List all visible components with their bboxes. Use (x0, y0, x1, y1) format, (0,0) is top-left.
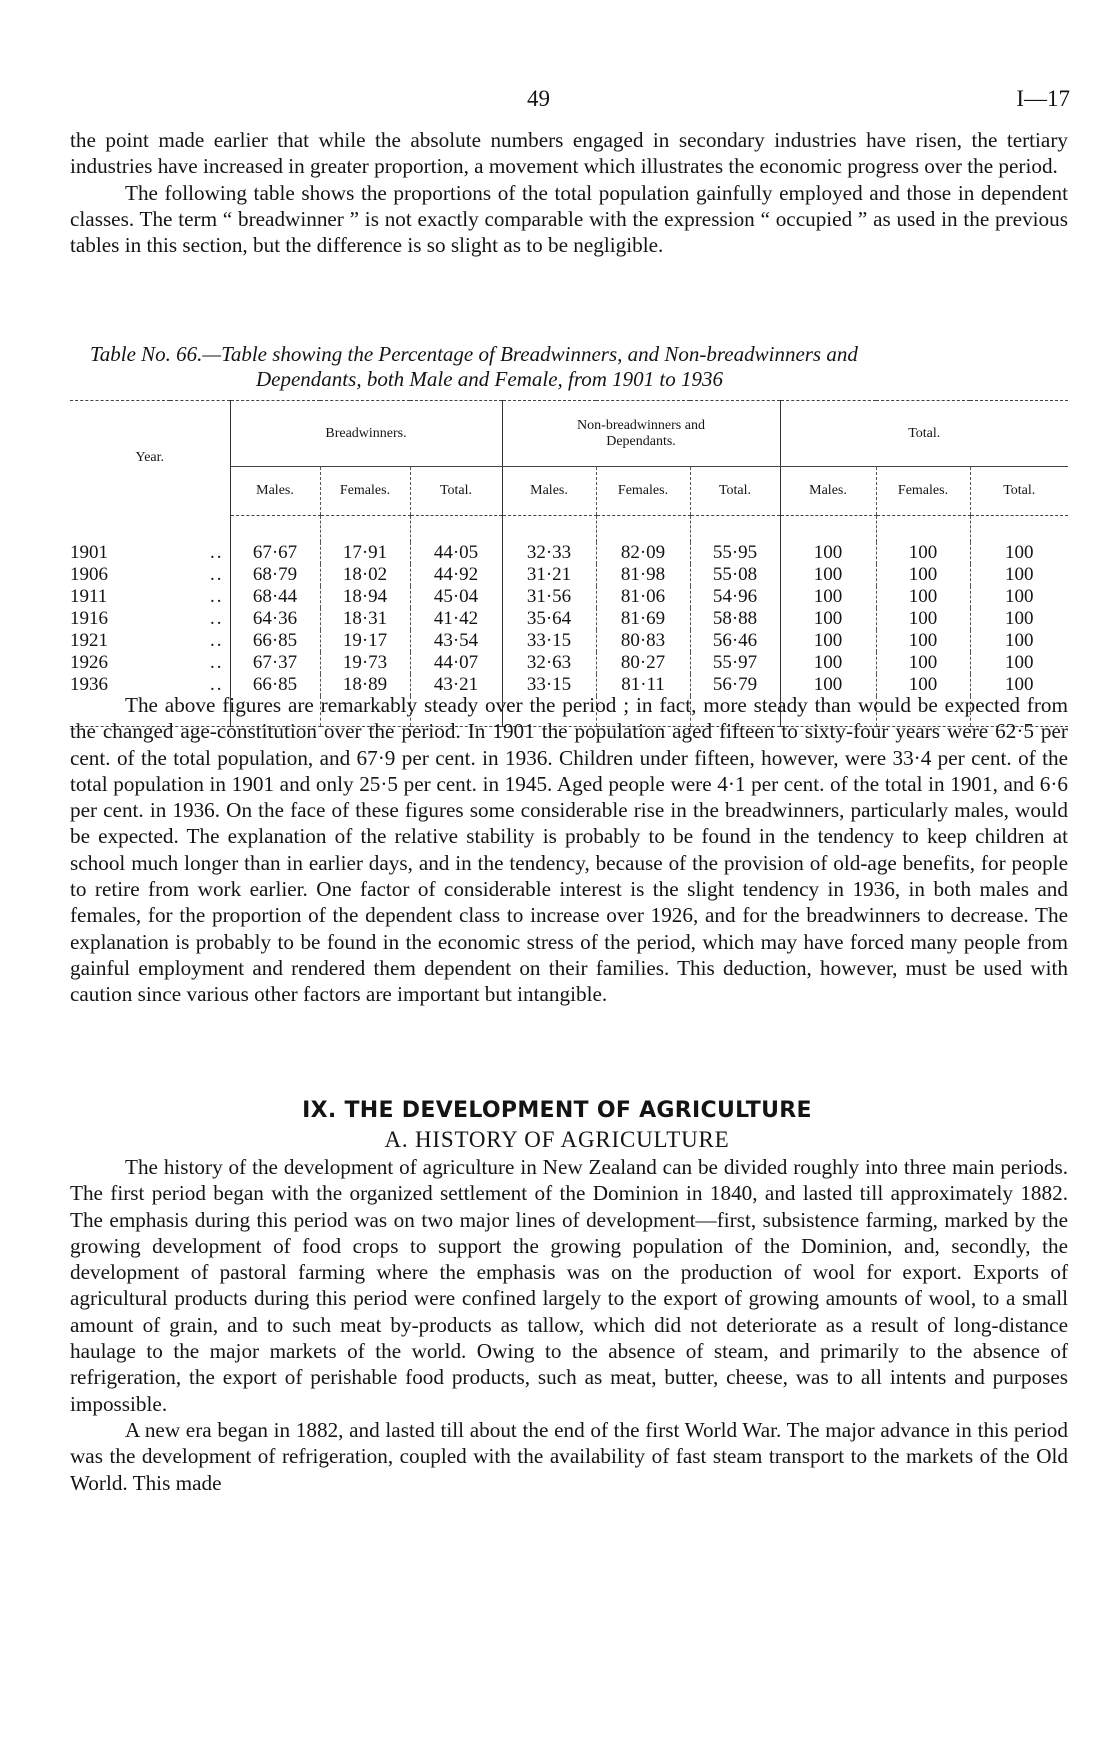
value-cell: 100 (876, 652, 970, 674)
value-cell: 43·21 (410, 674, 502, 696)
value-cell: 100 (970, 542, 1068, 564)
value-cell: 58·88 (690, 608, 780, 630)
leader-dots: .. (210, 586, 224, 607)
value-cell: 31·21 (502, 564, 596, 586)
value-cell: 31·56 (502, 586, 596, 608)
value-cell: 32·33 (502, 542, 596, 564)
value-cell: 54·96 (690, 586, 780, 608)
document-reference: I—17 (1016, 86, 1070, 111)
subheader: Females. (596, 467, 690, 516)
subheader: Males. (780, 467, 876, 516)
table-row (70, 608, 1068, 630)
value-cell: 100 (780, 608, 876, 630)
value-cell: 18·02 (320, 564, 410, 586)
value-cell: 45·04 (410, 586, 502, 608)
value-cell: 100 (876, 542, 970, 564)
leader-dots: .. (210, 674, 224, 695)
value-cell: 80·83 (596, 630, 690, 652)
value-cell: 56·46 (690, 630, 780, 652)
value-cell: 68·44 (230, 586, 320, 608)
analysis-paragraph: The above figures are remarkably steady over the period ; in fact, more steady than would be expected from the changed age-constitution over the period. In 1901 the population aged fifteen to sixty-four years were 62·5 per cent. of the total population, and 67·9 per cent. in 1936. Children under fifteen, however, were 33·4 per cent. of the total population in 1901 and only 25·5 per cent. in 1945. Aged people were 4·1 per cent. of the total in 1901, and 6·6 per cent. in 1936. On the face of these figures some considerable rise in the breadwinners, particularly males, would be expected. The explanation of the relative stability is probably to be found in the tendency to keep children at school much longer than in earlier days, and in the tendency, because of the provision of old-age benefits, for people to retire from work earlier. One factor of considerable interest is the slight tendency in 1936, in both males and females, for the proportion of the dependent class to increase over 1926, and for the breadwinners to decrease. The explanation is probably to be found in the economic stress of the period, which may have forced many people from gainful employment and rendered them dependent on their families. This deduction, however, must be used with caution since various other factors are important but intangible. (70, 693, 1068, 1007)
value-cell: 19·17 (320, 630, 410, 652)
leader-dots: .. (210, 542, 224, 563)
value-cell: 81·69 (596, 608, 690, 630)
year-cell: 1926 (70, 652, 108, 673)
value-cell: 81·98 (596, 564, 690, 586)
value-cell: 100 (876, 608, 970, 630)
value-cell: 100 (970, 564, 1068, 586)
value-cell: 17·91 (320, 542, 410, 564)
value-cell: 55·95 (690, 542, 780, 564)
value-cell: 32·63 (502, 652, 596, 674)
subheader: Total. (690, 467, 780, 516)
value-cell: 100 (876, 586, 970, 608)
value-cell: 55·97 (690, 652, 780, 674)
value-cell: 67·67 (230, 542, 320, 564)
value-cell: 100 (780, 652, 876, 674)
agriculture-paragraph-1: The history of the development of agriculture in New Zealand can be divided roughly into three main periods. The first period began with the organized settlement of the Dominion in 1840, and lasted till approximately 1882. The emphasis during this period was on two major lines of development—first, subsistence farming, marked by the growing development of food crops to support the growing population of the Dominion, and, secondly, the development of pastoral farming where the emphasis was on the production of wool for export. Exports of agricultural products during this period were confined largely to the export of growing amounts of wool, to a small amount of grain, and to such meat by-products as tallow, which did not deteriorate as a result of long-distance haulage to the major markets of the world. Owing to the absence of steam, and primarily to the absence of refrigeration, the export of perishable food products, such as meat, butter, cheese, was to all intents and purposes impossible. (70, 1155, 1068, 1416)
year-cell: 1911 (70, 586, 108, 607)
year-cell: 1901 (70, 542, 108, 563)
table-row (70, 652, 1068, 674)
year-cell: 1916 (70, 608, 108, 629)
value-cell: 64·36 (230, 608, 320, 630)
leader-dots: .. (210, 630, 224, 651)
section-subheading: A. HISTORY OF AGRICULTURE (384, 1127, 730, 1152)
value-cell: 80·27 (596, 652, 690, 674)
table-caption-line-2: Dependants, both Male and Female, from 1901 to 1936 (256, 367, 723, 391)
intro-text (70, 127, 1068, 258)
value-cell: 100 (970, 652, 1068, 674)
value-cell: 44·05 (410, 542, 502, 564)
subheader: Total. (410, 467, 502, 516)
page-header (0, 86, 1114, 116)
analysis-text (70, 692, 1068, 1008)
subheader: Females. (876, 467, 970, 516)
value-cell: 44·92 (410, 564, 502, 586)
value-cell: 67·37 (230, 652, 320, 674)
value-cell: 55·08 (690, 564, 780, 586)
value-cell: 18·89 (320, 674, 410, 696)
value-cell: 44·07 (410, 652, 502, 674)
table-row (70, 630, 1068, 652)
table-row (70, 586, 1068, 608)
value-cell: 18·94 (320, 586, 410, 608)
table-row (70, 564, 1068, 586)
value-cell: 100 (876, 564, 970, 586)
group-header-breadwinners: Breadwinners. (230, 401, 502, 467)
value-cell: 18·31 (320, 608, 410, 630)
group-header-total: Total. (780, 401, 1068, 467)
value-cell: 43·54 (410, 630, 502, 652)
value-cell: 35·64 (502, 608, 596, 630)
leader-dots: .. (210, 608, 224, 629)
value-cell: 100 (970, 674, 1068, 696)
section-heading: IX. THE DEVELOPMENT OF AGRICULTURE (302, 1098, 812, 1123)
page-number: 49 (527, 86, 550, 111)
leader-dots: .. (210, 564, 224, 585)
value-cell: 100 (780, 586, 876, 608)
value-cell: 81·11 (596, 674, 690, 696)
leader-dots: .. (210, 652, 224, 673)
value-cell: 100 (970, 608, 1068, 630)
value-cell: 100 (970, 586, 1068, 608)
value-cell: 33·15 (502, 630, 596, 652)
subheader: Males. (230, 467, 320, 516)
table-row (70, 542, 1068, 564)
value-cell: 100 (780, 630, 876, 652)
agriculture-paragraph-2: A new era began in 1882, and lasted till about the end of the first World War. The major advance in this period was the development of refrigeration, coupled with the availability of fast steam transport to the markets of the Old World. This made (70, 1417, 1068, 1495)
table-group-header-row (70, 401, 1068, 467)
value-cell: 100 (970, 630, 1068, 652)
percentage-table (70, 400, 1068, 727)
value-cell: 100 (780, 674, 876, 696)
value-cell: 100 (876, 630, 970, 652)
value-cell: 19·73 (320, 652, 410, 674)
value-cell: 100 (780, 564, 876, 586)
subheader: Females. (320, 467, 410, 516)
year-cell: 1921 (70, 630, 108, 651)
intro-paragraph-2: The following table shows the proportions of the total population gainfully employed and those in dependent classes. The term “ breadwinner ” is not exactly comparable with the expression “ occupied ” as used in the previous tables in this section, but the difference is so slight as to be negligible. (70, 180, 1068, 258)
value-cell: 33·15 (502, 674, 596, 696)
value-cell: 82·09 (596, 542, 690, 564)
value-cell: 68·79 (230, 564, 320, 586)
value-cell: 66·85 (230, 674, 320, 696)
value-cell: 100 (780, 542, 876, 564)
value-cell: 81·06 (596, 586, 690, 608)
year-cell: 1936 (70, 674, 108, 695)
value-cell: 66·85 (230, 630, 320, 652)
subheader: Total. (970, 467, 1068, 516)
table-caption (70, 342, 1068, 392)
value-cell: 56·79 (690, 674, 780, 696)
table-caption-line-1: Table No. 66.—Table showing the Percentage of Breadwinners, and Non-breadwinners and (90, 342, 858, 366)
intro-paragraph-1: the point made earlier that while the absolute numbers engaged in secondary industries have risen, the tertiary industries have increased in greater proportion, a movement which illustrates the economic progress over the period. (70, 128, 1068, 179)
group-header-non-breadwinners: Non-breadwinners and Dependants. (502, 401, 780, 467)
subheader: Males. (502, 467, 596, 516)
value-cell: 41·42 (410, 608, 502, 630)
year-cell: 1906 (70, 564, 108, 585)
agriculture-text (70, 1154, 1068, 1496)
value-cell: 100 (876, 674, 970, 696)
year-header: Year. (70, 401, 230, 516)
